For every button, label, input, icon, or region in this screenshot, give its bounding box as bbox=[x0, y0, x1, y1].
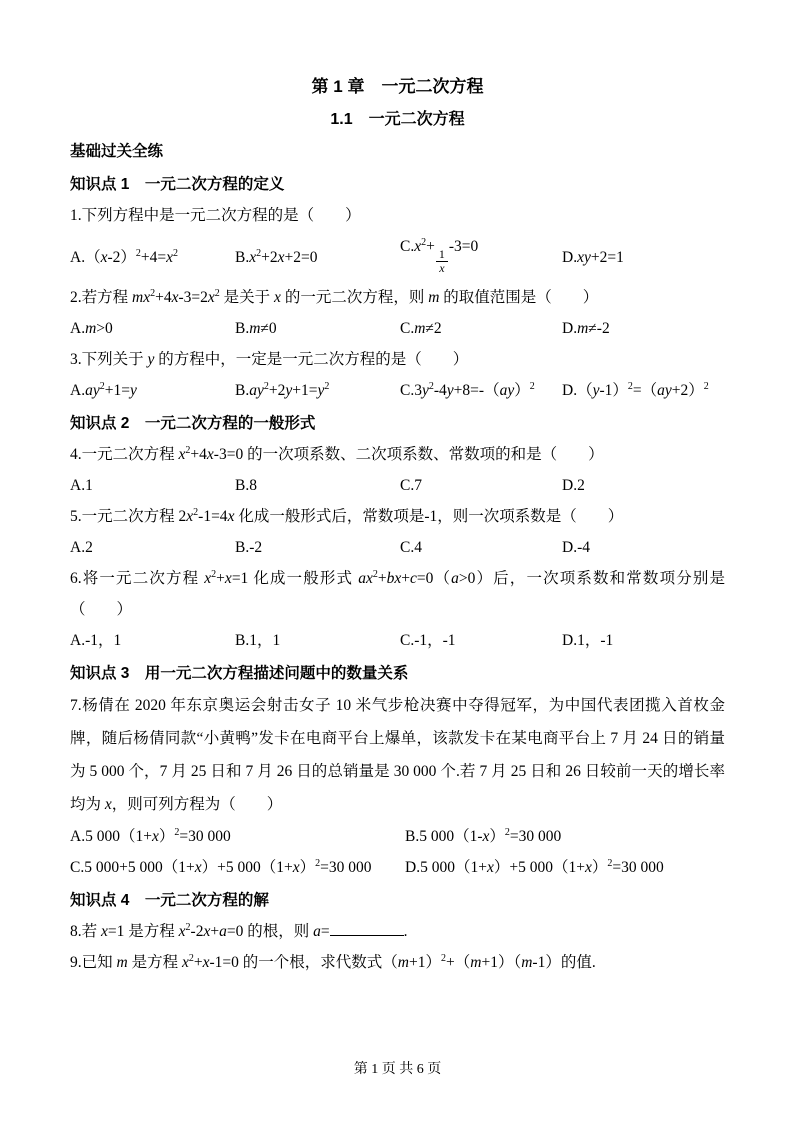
question-3-option-c: $C.3y^2-4y+8=-(ay)^2$ bbox=[400, 381, 535, 400]
lesson-title: 1.1 一元二次方程 bbox=[330, 111, 465, 128]
question-2-options bbox=[70, 313, 725, 344]
question-7-option-d: D.5 000（1+x）+5 $000(1+x)^2=30$ 000 bbox=[405, 858, 664, 877]
page-footer: 第 1 页 共 6 页 bbox=[353, 1062, 442, 1077]
question-4-options bbox=[70, 470, 725, 501]
question-6-options bbox=[70, 625, 725, 656]
knowledge-point-1-heading: 知识点 1 一元二次方程的定义 bbox=[70, 176, 285, 193]
question-9-stem: 9.已知 m 是方程 $x^2+x-1=0$ 的一个根，求代数式$(m+1)^2+(m+1)(m-1)$的值. bbox=[70, 953, 596, 972]
question-6-stem-continued: （ ） bbox=[70, 601, 133, 619]
question-6 bbox=[70, 563, 725, 656]
question-1-stem: 1.下列方程中是一元二次方程的是（ ） bbox=[70, 207, 361, 224]
question-3 bbox=[70, 344, 725, 406]
question-1 bbox=[70, 200, 725, 282]
practice-section-heading: 基础过关全练 bbox=[70, 143, 164, 160]
question-7 bbox=[70, 689, 725, 883]
question-6-option-b: B.1，1 bbox=[235, 632, 281, 650]
question-7-options-row-1 bbox=[70, 821, 725, 852]
question-4 bbox=[70, 439, 725, 501]
question-2 bbox=[70, 282, 725, 344]
question-5-options bbox=[70, 532, 725, 563]
question-5-stem: 5.一元二次方程 $2x^2-1=4x$ 化成一般形式后，常数项是-1，则一次项系数是（ ） bbox=[70, 507, 624, 526]
question-6-option-d: D.1，-1 bbox=[562, 632, 614, 650]
question-3-stem: 3.下列关于 y 的方程中，一定是一元二次方程的是（ ） bbox=[70, 351, 469, 369]
question-4-option-a: A.1 bbox=[70, 477, 93, 495]
question-4-option-c: C.7 bbox=[400, 477, 422, 495]
knowledge-point-2-heading: 知识点 2 一元二次方程的一般形式 bbox=[70, 415, 316, 433]
question-6-option-a: A.-1，1 bbox=[70, 632, 122, 650]
question-3-options bbox=[70, 375, 725, 406]
knowledge-point-3-heading: 知识点 3 用一元二次方程描述问题中的数量关系 bbox=[70, 665, 409, 683]
chapter-title: 第 1 章 一元二次方程 bbox=[311, 77, 484, 96]
question-7-option-b: B.5 $000(1-x)^2=30$ 000 bbox=[405, 827, 562, 846]
question-9 bbox=[70, 947, 725, 978]
question-3-option-b: $B.ay^2+2y+1=y^2$ bbox=[235, 381, 330, 400]
question-3-option-a: $A.ay^2+1=y$ bbox=[70, 381, 137, 400]
question-7-option-a: A.5 $000(1+x)^2=30$ 000 bbox=[70, 827, 231, 846]
question-1-option-d: D.xy+2=1 bbox=[562, 248, 624, 266]
question-4-option-b: B.8 bbox=[235, 477, 257, 495]
question-6-stem: 6.将一元二次方程 $x^2+x=1$ 化成一般形式 $ax^2+bx+c=0(a>0)$后，一次项系数和常数项分别是 bbox=[70, 569, 725, 588]
question-5-option-d: D.-4 bbox=[562, 539, 590, 557]
question-2-stem: 2.若方程 $mx^2+4x-3=2x^2$ 是关于 x 的一元二次方程，则 m 的取值范围是（ ） bbox=[70, 288, 599, 307]
question-1-option-a: $A.(x-2)^2+4=x^2$ bbox=[70, 247, 179, 266]
knowledge-point-4-heading: 知识点 4 一元二次方程的解 bbox=[70, 892, 269, 910]
question-1-option-b: $B.x^2+2x+2=0$ bbox=[235, 247, 318, 266]
question-7-options-row-2 bbox=[70, 852, 725, 883]
question-5-option-a: A.2 bbox=[70, 539, 93, 557]
question-2-option-d: D.m≠-2 bbox=[562, 320, 610, 338]
question-2-option-c: C.m≠2 bbox=[400, 320, 442, 338]
question-5-option-c: C.4 bbox=[400, 539, 422, 557]
question-3-option-d: $D.(y-1)^2=(ay+2)^2$ bbox=[562, 381, 709, 400]
question-7-option-c: C.5 000+5 000（1+x）+5 $000(1+x)^2=30$ 000 bbox=[70, 858, 372, 877]
question-5 bbox=[70, 501, 725, 563]
question-8-stem: 8.若 x=1 是方程 $x^2-2x+a=0$ 的根，则 a= . bbox=[70, 922, 408, 941]
question-8 bbox=[70, 916, 725, 947]
question-1-option-c: $C.x^2+$ $\frac{1}{x}$ -3=0 bbox=[400, 236, 479, 276]
question-7-stem: 7.杨倩在 2020 年东京奥运会射击女子 10 米气步枪决赛中夺得冠军，为中国代表团揽入首枚金牌，随后杨倩同款“小黄鸭”发卡在电商平台上爆单，该款发卡在某电商平台上 7 月 24 日的销量为 5 000 个，7 月 25 日和 7 月 26 日的总销量是 30 000 个.若 7 月 25 日和 26 日较前一天的增长率均为 x，则可列方程为（ ） bbox=[70, 697, 725, 814]
question-5-option-b: B.-2 bbox=[235, 539, 263, 557]
question-4-stem: 4.一元二次方程 $x^2+4x-3=0$ 的一次项系数、二次项系数、常数项的和是（ ） bbox=[70, 445, 604, 464]
question-6-option-c: C.-1，-1 bbox=[400, 632, 456, 650]
question-2-option-a: A.m>0 bbox=[70, 320, 113, 338]
question-1-options bbox=[70, 231, 725, 282]
question-2-option-b: B.m≠0 bbox=[235, 320, 277, 338]
question-4-option-d: D.2 bbox=[562, 477, 585, 495]
